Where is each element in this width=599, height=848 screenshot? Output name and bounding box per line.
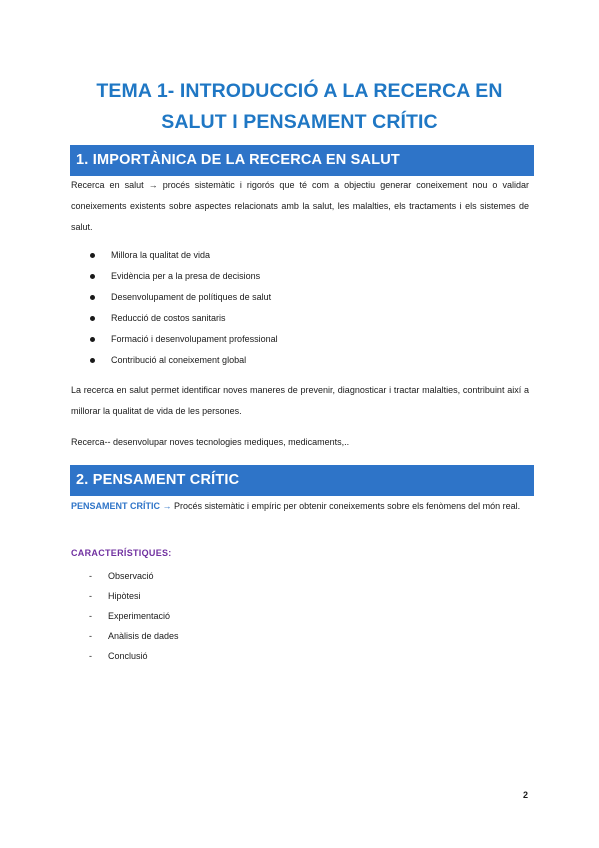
list-item: - Conclusió bbox=[71, 646, 179, 666]
document-title bbox=[0, 76, 599, 138]
list-item: - Experimentació bbox=[71, 606, 179, 626]
dash-icon: - bbox=[89, 651, 92, 661]
bullet-icon bbox=[90, 295, 95, 300]
bullet-icon bbox=[90, 253, 95, 258]
page-number: 2 bbox=[522, 790, 528, 800]
section-1-paragraph-2: La recerca en salut permet identificar noves maneres de prevenir, diagnosticar i tractar malalties, contribuint així a millorar la qualitat de vida de les persones. bbox=[71, 385, 529, 416]
critical-thinking-definition: PENSAMENT CRÍTIC → Procés sistemàtic i empíric per obtenir coneixements sobre els fenòmens del món real. bbox=[71, 501, 521, 511]
importance-bullet-list bbox=[71, 245, 278, 371]
list-item: Millora la qualitat de vida bbox=[71, 245, 278, 266]
list-item: Evidència per a la presa de decisions bbox=[71, 266, 278, 287]
section-1-heading: 1. IMPORTÀNICA DE LA RECERCA EN SALUT bbox=[70, 145, 534, 176]
dash-icon: - bbox=[89, 611, 92, 621]
term-label: PENSAMENT CRÍTIC → bbox=[71, 501, 175, 511]
list-item: Contribució al coneixement global bbox=[71, 350, 278, 371]
list-item: Reducció de costos sanitaris bbox=[71, 308, 278, 329]
dash-icon: - bbox=[89, 571, 92, 581]
arrow-right-icon: → bbox=[160, 501, 175, 511]
bullet-icon bbox=[90, 337, 95, 342]
bullet-icon bbox=[90, 274, 95, 279]
characteristics-list bbox=[71, 566, 179, 666]
title-line-1: TEMA 1- INTRODUCCIÓ A LA RECERCA EN bbox=[96, 80, 503, 102]
list-item: - Observació bbox=[71, 566, 179, 586]
section-1-intro: Recerca en salut → procés sistemàtic i rigorós que té com a objectiu generar coneixement nou o validar coneixements existents sobre aspectes relacionats amb la salut, les malalties, els tractaments i els sistemes de salut. bbox=[71, 180, 529, 232]
list-item: - Hipòtesi bbox=[71, 586, 179, 606]
bullet-icon bbox=[90, 316, 95, 321]
characteristics-label: CARACTERÍSTIQUES: bbox=[71, 548, 172, 558]
dash-icon: - bbox=[89, 631, 92, 641]
list-item: - Anàlisis de dades bbox=[71, 626, 179, 646]
list-item: Formació i desenvolupament professional bbox=[71, 329, 278, 350]
title-line-2: SALUT I PENSAMENT CRÍTIC bbox=[161, 111, 438, 133]
list-item: Desenvolupament de polítiques de salut bbox=[71, 287, 278, 308]
section-2-heading: 2. PENSAMENT CRÍTIC bbox=[70, 465, 534, 496]
bullet-icon bbox=[90, 358, 95, 363]
dash-icon: - bbox=[89, 591, 92, 601]
section-1-paragraph-3: Recerca-- desenvolupar noves tecnologies mediques, medicaments,.. bbox=[71, 437, 350, 447]
